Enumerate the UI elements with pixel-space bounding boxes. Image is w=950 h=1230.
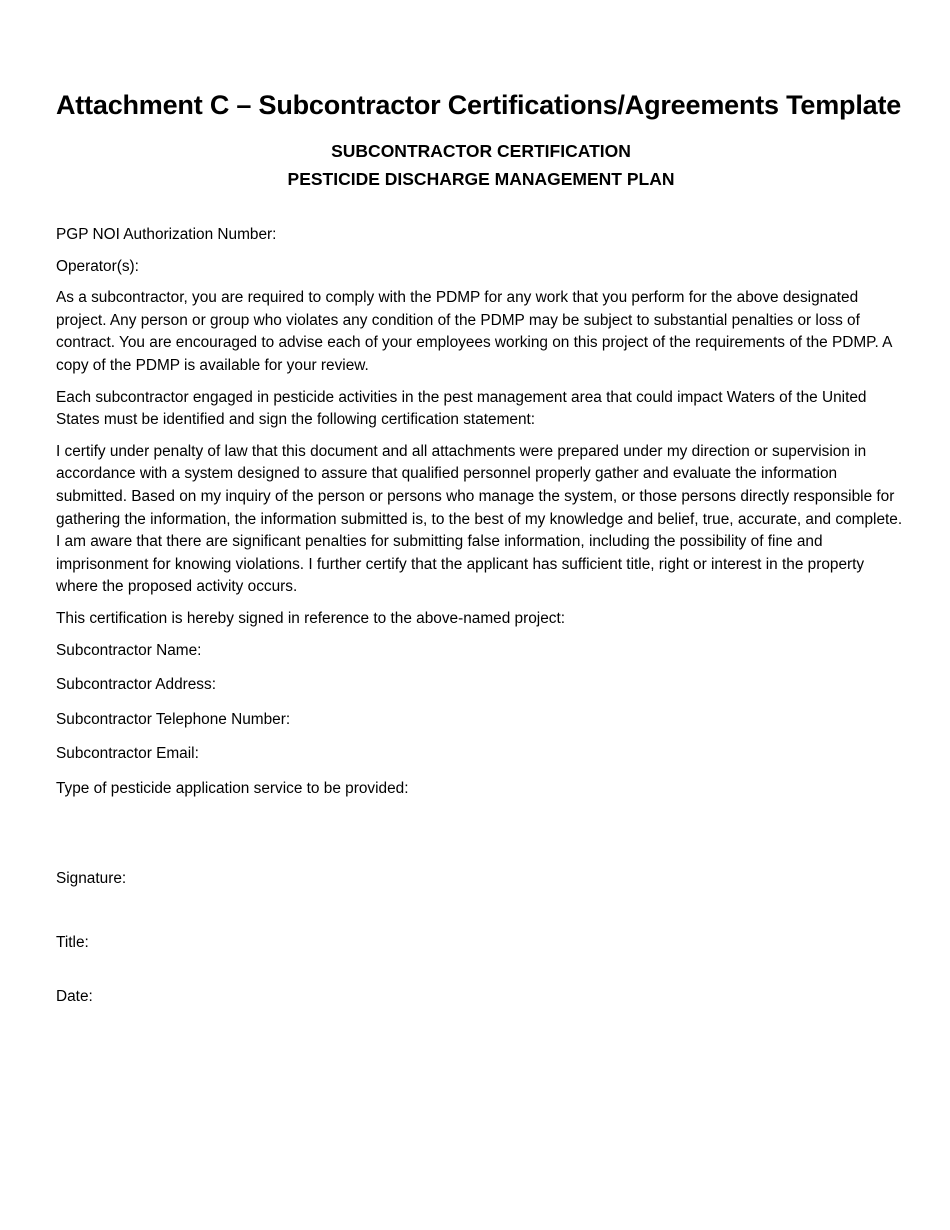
compliance-paragraph: As a subcontractor, you are required to comply with the PDMP for any work that you perform for the above designated project. Any person or group who violates any condition of the PDMP may be subject to substantial penalties or loss of contract. You are encouraged to advise each of your employees working on this project of the requirements of the PDMP. A copy of the PDMP is available for your review. (56, 289, 892, 374)
certification-heading (56, 137, 906, 193)
subcontractor-email-label: Subcontractor Email: (56, 745, 199, 763)
signing-reference-paragraph: This certification is hereby signed in reference to the above-named project: (56, 609, 566, 627)
signature-label: Signature: (56, 870, 127, 888)
date-label: Date: (56, 987, 93, 1005)
service-type-label: Type of pesticide application service to be provided: (56, 779, 409, 797)
subtitle-line-2: PESTICIDE DISCHARGE MANAGEMENT PLAN (287, 169, 675, 189)
certification-statement: I certify under penalty of law that this document and all attachments were prepared under my direction or supervision in accordance with a system designed to assure that qualified personnel properly gather and evaluate the information submitted. Based on my inquiry of the person or persons who manage the system, or those persons directly responsible for gathering the information, the information submitted is, to the best of my knowledge and belief, true, accurate, and complete. I am aware that there are significant penalties for submitting false information, including the possibility of fine and imprisonment for knowing violations. I further certify that the applicant has sufficient title, right or interest in the property where the proposed activity occurs. (56, 442, 903, 596)
subcontractor-name-label: Subcontractor Name: (56, 641, 202, 659)
document-title: Attachment C – Subcontractor Certifications/Agreements Template (56, 90, 902, 120)
identification-paragraph: Each subcontractor engaged in pesticide activities in the pest management area that could impact Waters of the United States must be identified and sign the following certification statement: (56, 388, 867, 429)
authorization-number-label: PGP NOI Authorization Number: (56, 226, 277, 243)
subtitle-line-1: SUBCONTRACTOR CERTIFICATION (331, 141, 631, 161)
document-page (56, 86, 906, 1008)
operators-label: Operator(s): (56, 257, 139, 275)
subcontractor-address-label: Subcontractor Address: (56, 676, 216, 694)
title-label: Title: (56, 934, 89, 952)
subcontractor-telephone-label: Subcontractor Telephone Number: (56, 710, 291, 728)
